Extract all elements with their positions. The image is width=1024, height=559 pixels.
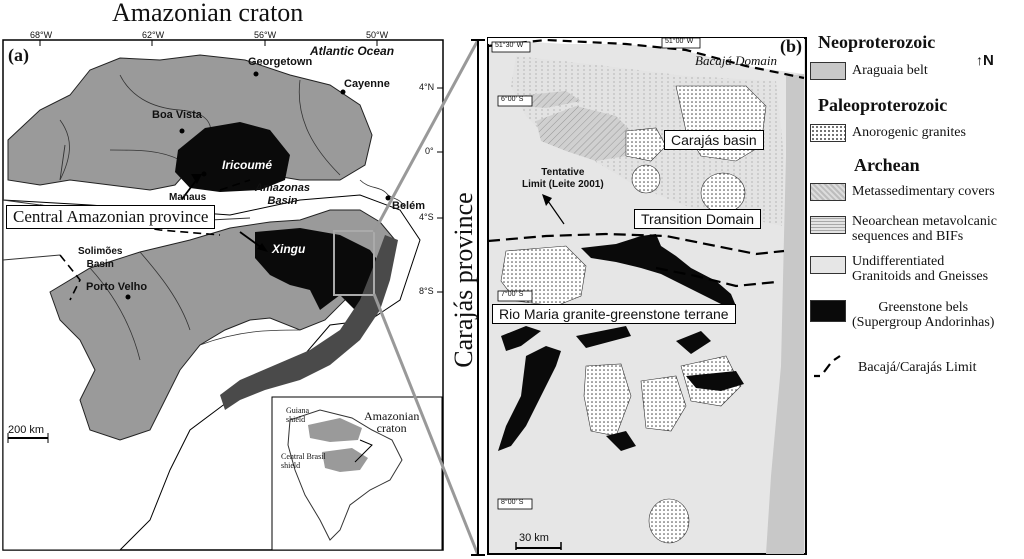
legend-greenstone: Greenstone bels (Supergroup Andorinhas) <box>852 300 995 330</box>
transition-domain-box: Transition Domain <box>634 209 761 229</box>
swatch-limit-dashed <box>812 350 848 380</box>
carajas-province-vertical-label: Carajás province <box>449 192 478 368</box>
belem-label: Belém <box>392 200 426 212</box>
legend-araguaia: Araguaia belt <box>852 63 928 78</box>
panel-a-title: Amazonian craton <box>112 0 304 27</box>
atlantic-ocean-label: Atlantic Ocean <box>310 44 395 58</box>
swatch-araguaia <box>810 62 846 80</box>
xingu-label: Xingu <box>272 242 306 256</box>
lat-label-4n: 4°N <box>419 82 435 92</box>
iricoume-label: Iricoumé <box>222 158 273 172</box>
legend-metassedimentary: Metassedimentary covers <box>852 184 995 199</box>
panel-b-map <box>486 36 808 556</box>
lon-label-62w: 62°W <box>142 30 165 40</box>
carajas-basin-box: Carajás basin <box>664 130 764 150</box>
panel-a-label: (a) <box>8 45 29 65</box>
swatch-neoarchean <box>810 216 846 234</box>
lon-label-68w: 68°W <box>30 30 53 40</box>
legend-paleoproterozoic: Paleoproterozoic <box>818 95 948 115</box>
central-amazonian-province-box: Central Amazonian province <box>6 205 215 229</box>
swatch-metassedimentary <box>810 183 846 201</box>
boa-vista-label: Boa Vista <box>152 109 202 121</box>
scale-label-a: 200 km <box>8 424 45 436</box>
swatch-anorogenic <box>810 124 846 142</box>
lon-label-56w: 56°W <box>254 30 277 40</box>
cayenne-label: Cayenne <box>344 78 390 90</box>
legend-neoarchean: Neoarchean metavolcanic sequences and BIFs <box>852 214 997 244</box>
manaus-label: Manaus <box>169 192 207 203</box>
bacaja-domain-label: Bacajá Domain <box>695 53 777 68</box>
legend-limit: Bacajá/Carajás Limit <box>858 360 977 375</box>
solimoes-basin-label: Solimões Basin <box>78 246 123 270</box>
legend-archean: Archean <box>854 155 920 175</box>
lat-label-0: 0° <box>425 146 434 156</box>
coord-lon-51-00: 51°00' W <box>665 38 694 45</box>
coord-lon-51-30: 51°30' W <box>495 42 524 49</box>
north-arrow-icon: ↑ <box>976 52 983 68</box>
swatch-greenstone <box>810 300 846 322</box>
legend <box>808 0 1024 559</box>
georgetown-label: Georgetown <box>248 56 313 68</box>
lat-label-8s: 8°S <box>419 286 434 296</box>
legend-neoproterozoic: Neoproterozoic <box>818 32 936 52</box>
coord-lat-6-00: 6°00' S <box>501 96 524 103</box>
coord-lat-7-00: 7°00' S <box>501 291 524 298</box>
legend-undifferentiated: Undifferentiated Granitoids and Gneisses <box>852 254 989 284</box>
north-arrow <box>976 52 994 69</box>
porto-velho-label: Porto Velho <box>86 281 148 293</box>
amazonas-basin-label: Amazonas Basin <box>255 182 311 207</box>
tentative-limit-label: Tentative Limit (Leite 2001) <box>522 167 604 190</box>
lon-label-50w: 50°W <box>366 30 389 40</box>
rio-maria-terrane-box: Rio Maria granite-greenstone terrane <box>492 304 736 324</box>
coord-lat-8-00: 8°00' S <box>501 499 524 506</box>
panel-b-label: (b) <box>780 36 802 56</box>
inset-amazonian-craton: Amazonian craton <box>364 409 420 435</box>
north-label: N <box>983 52 994 69</box>
inset-guiana-shield: Guiana shield <box>286 406 310 424</box>
lat-label-4s: 4°S <box>419 212 434 222</box>
swatch-undifferentiated <box>810 256 846 274</box>
legend-anorogenic: Anorogenic granites <box>852 125 966 140</box>
inset-central-brasil-shield: Central Brasil shield <box>281 452 326 470</box>
scale-label-b: 30 km <box>519 532 549 544</box>
